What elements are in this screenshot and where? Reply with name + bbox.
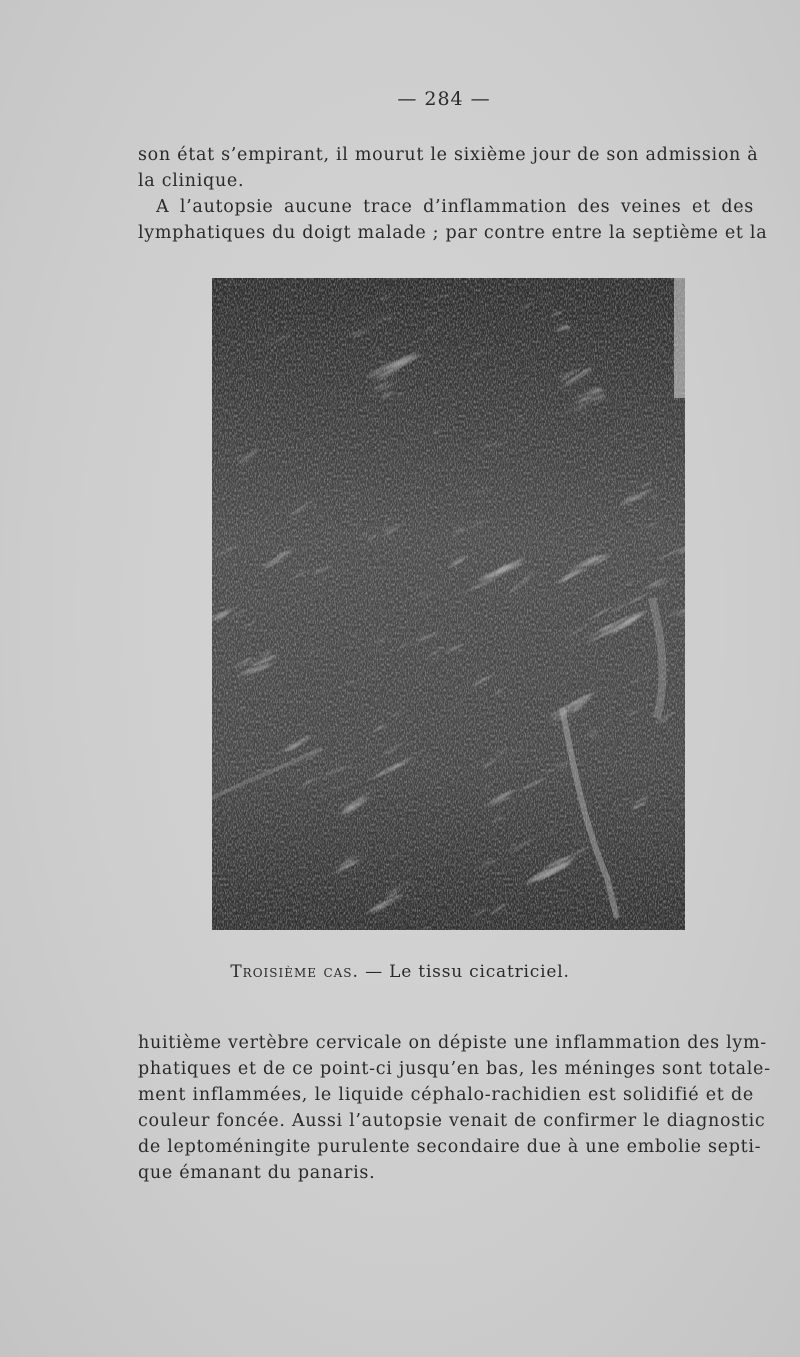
text-line: la clinique. (138, 171, 245, 191)
caption-case-label: Troisième cas. (230, 962, 359, 982)
figure-caption (0, 962, 800, 982)
caption-text: Le tissu cicatriciel. (389, 962, 570, 982)
text-line: lymphatiques du doigt malade ; par contre entre la septième et la (138, 223, 768, 243)
text-line: phatiques et de ce point-ci jusqu’en bas, les méninges sont totale- (138, 1059, 771, 1079)
text-line: couleur foncée. Aussi l’autopsie venait de confirmer le diagnostic (138, 1111, 766, 1131)
page-number: — 284 — (397, 88, 491, 110)
paragraph-1 (138, 142, 759, 194)
micrograph-photo (212, 278, 685, 930)
paragraph-3 (138, 1030, 771, 1186)
caption-dash: — (358, 962, 390, 982)
text-line: ment inflammées, le liquide céphalo-rachidien est solidifié et de (138, 1085, 754, 1105)
text-line: que émanant du panaris. (138, 1163, 376, 1183)
paragraph-2 (138, 194, 768, 246)
text-line: son état s’empirant, il mourut le sixième jour de son admission à (138, 145, 759, 165)
text-line: huitième vertèbre cervicale on dépiste une inflammation des lym- (138, 1033, 767, 1053)
scar-tissue-texture (212, 278, 685, 930)
text-line: A l’autopsie aucune trace d’inflammation des veines et des (156, 197, 754, 217)
text-line: de leptoméningite purulente secondaire due à une embolie septi- (138, 1137, 762, 1157)
